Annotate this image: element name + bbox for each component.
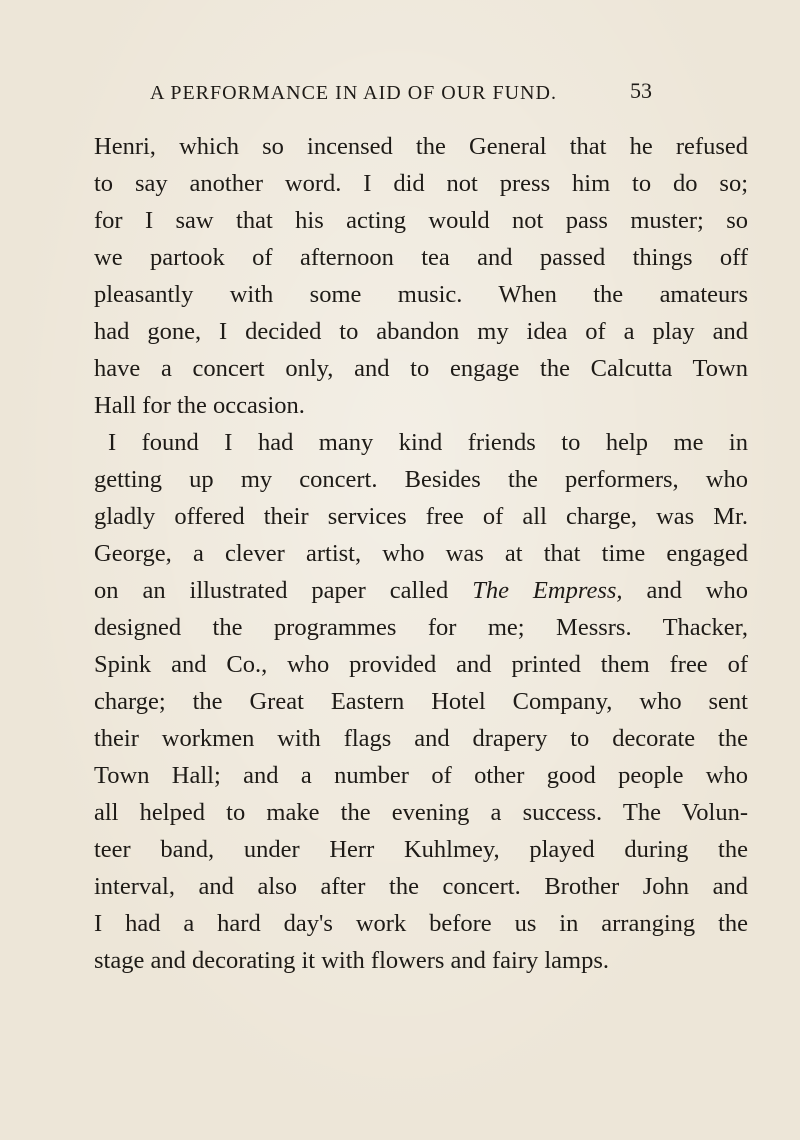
text-line: have a concert only, and to engage the Calcutta Town	[94, 355, 748, 382]
running-head: A PERFORMANCE IN AID OF OUR FUND.	[150, 82, 557, 104]
text-line: for I saw that his acting would not pass muster; so	[94, 207, 748, 234]
publication-title: The Empress,	[472, 577, 623, 604]
text-line: I found I had many kind friends to help me in	[108, 429, 748, 456]
text-line: I had a hard day's work before us in arranging the	[94, 910, 748, 937]
text-line: Town Hall; and a number of other good people who	[94, 762, 748, 789]
text-line: all helped to make the evening a success. The Volun-	[94, 799, 748, 826]
text-line: charge; the Great Eastern Hotel Company, who sent	[94, 688, 748, 715]
text-line: teer band, under Herr Kuhlmey, played during the	[94, 836, 748, 863]
text-line: we partook of afternoon tea and passed things off	[94, 244, 748, 271]
text-line: Henri, which so incensed the General that he refused	[94, 133, 748, 160]
text-line: pleasantly with some music. When the amateurs	[94, 281, 748, 308]
text-line: their workmen with flags and drapery to decorate the	[94, 725, 748, 752]
text-line: interval, and also after the concert. Brother John and	[94, 873, 748, 900]
text-line: getting up my concert. Besides the performers, who	[94, 466, 748, 493]
text-line: designed the programmes for me; Messrs. Thacker,	[94, 614, 748, 641]
text-line: had gone, I decided to abandon my idea of a play and	[94, 318, 748, 345]
page-number: 53	[630, 78, 652, 103]
text-line: Spink and Co., who provided and printed them free of	[94, 651, 748, 678]
text-line: gladly offered their services free of all charge, was Mr.	[94, 503, 748, 530]
text-line: to say another word. I did not press him to do so;	[94, 170, 748, 197]
body-text	[94, 128, 748, 979]
text-fragment: on an illustrated paper called	[94, 577, 473, 604]
text-line: stage and decorating it with flowers and fairy lamps.	[94, 947, 610, 974]
text-line: Hall for the occasion.	[94, 392, 305, 419]
text-line: George, a clever artist, who was at that time engaged	[94, 540, 748, 567]
text-line-with-italic	[94, 572, 748, 609]
text-fragment: and who	[622, 577, 749, 604]
